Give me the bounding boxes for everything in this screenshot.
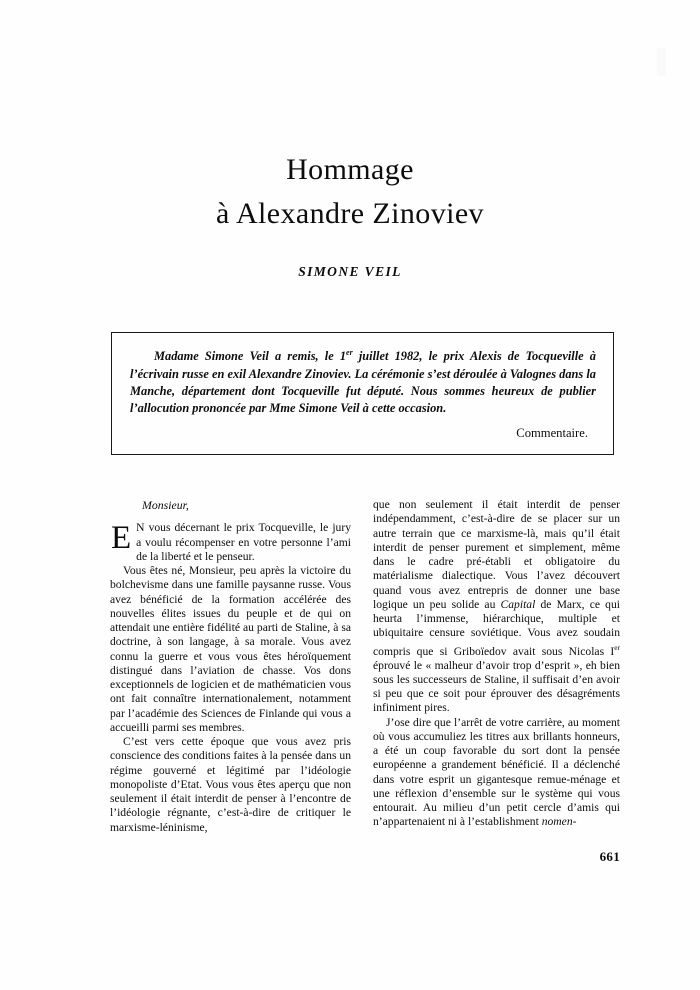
foreign-term-nomenklatura: nomen- xyxy=(541,815,577,829)
abstract-signature: Commentaire. xyxy=(516,426,588,440)
title-line-1: Hommage xyxy=(286,153,414,186)
opening-paragraph-text: vous décernant le prix Tocqueville, le jury a voulu récompenser en votre personne l’ami de la liberté et le penseur. xyxy=(136,521,351,563)
salutation: Monsieur, xyxy=(142,498,189,512)
paragraph xyxy=(373,716,620,830)
body-column-left xyxy=(110,498,351,835)
page-title xyxy=(60,148,640,236)
paragraph-text: de Marx, ce qui heurta l’immense, hiérarchique, multiple et ubiquitaire censure soviétique. Vous avez soudain compris que si Griboïedov avait sous Nicolas I xyxy=(373,597,620,658)
author-byline: SIMONE VEIL xyxy=(298,264,402,279)
opening-smallcaps: N xyxy=(136,521,145,535)
page-number: 661 xyxy=(599,849,620,864)
drop-cap: E xyxy=(111,520,132,557)
paragraph-text: que non seulement il était interdit de penser indépendamment, c’est-à-dire de se placer sur un autre terrain que ce marxisme-là, mais qu’il était interdit de penser purement et simplement, même dans le cadre pré-établi et obligatoire du matérialisme dialectique. Vous l’avez découvert quand vous avez entrepris de donner une base logique un peu solide au xyxy=(373,498,620,611)
title-line-2: à Alexandre Zinoviev xyxy=(216,197,484,230)
abstract-text xyxy=(130,344,596,418)
ordinal-superscript: er xyxy=(614,642,620,652)
opening-paragraph xyxy=(110,521,351,564)
paragraph-text: J’ose dire que l’arrêt de votre carrière, au moment où vous accumuliez les titres aux brillants honneurs, a été un coup favorable du sort dont la pensée européenne a grandement bénéficié. Il a déclenché dans votre esprit un gigantesque remue-ménage et une réflexion d’ensemble sur le système qui vous entourait. Au milieu d’un petit cercle d’amis qui n’appartenaient ni à l’establishment xyxy=(373,715,620,829)
paragraph: C’est vers cette époque que vous avez pris conscience des conditions faites à la pensée dans un régime gouverné et légitimé par l’idéologie monopoliste d’Etat. Vous vous êtes aperçu que non seulement il était interdit de penser à l’encontre de l’idéologie régnante, c’est-à-dire de critiquer le marxisme-léninisme, xyxy=(110,735,351,834)
paragraph xyxy=(373,498,620,716)
paragraph: Vous êtes né, Monsieur, peu après la victoire du bolchevisme dans une famille paysanne russe. Vous avez bénéficié de la formation accélérée des nouvelles élites issues du peuple et de qui on attendait une entière fidélité au parti de Staline, à sa doctrine, à son langage, à sa morale. Vous avez connu la guerre et vous vous êtes héroïquement distingué dans l’aviation de chasse. Vos dons exceptionnels de logicien et de mathématicien vous ont fait connaître internationalement, notamment par l’académie des Sciences de Finlande qui vous a accueilli parmi ses membres. xyxy=(110,564,351,734)
work-title-capital: Capital xyxy=(500,597,536,611)
abstract-text-before: Madame Simone Veil a remis, le 1 xyxy=(154,349,347,364)
paragraph-text: éprouvé le « malheur d’avoir trop d’esprit », eh bien sous les successeurs de Staline, il suffisait d’en avoir si peu que ce soit pour éprouver des désagréments infiniment pires. xyxy=(373,658,620,715)
scan-artifact xyxy=(657,48,666,76)
body-column-right xyxy=(373,498,620,830)
abstract-text-after: juillet 1982, le prix Alexis de Tocqueville à l’écrivain russe en exil Alexandre Zinoviev. La cérémonie s’est déroulée à Valognes dans la Manche, département dont Tocqueville fut député. Nous sommes heureux de publier l’allocution prononcée par Mme Simone Veil à cette occasion. xyxy=(130,349,596,416)
abstract-ordinal-superscript: er xyxy=(346,348,353,357)
